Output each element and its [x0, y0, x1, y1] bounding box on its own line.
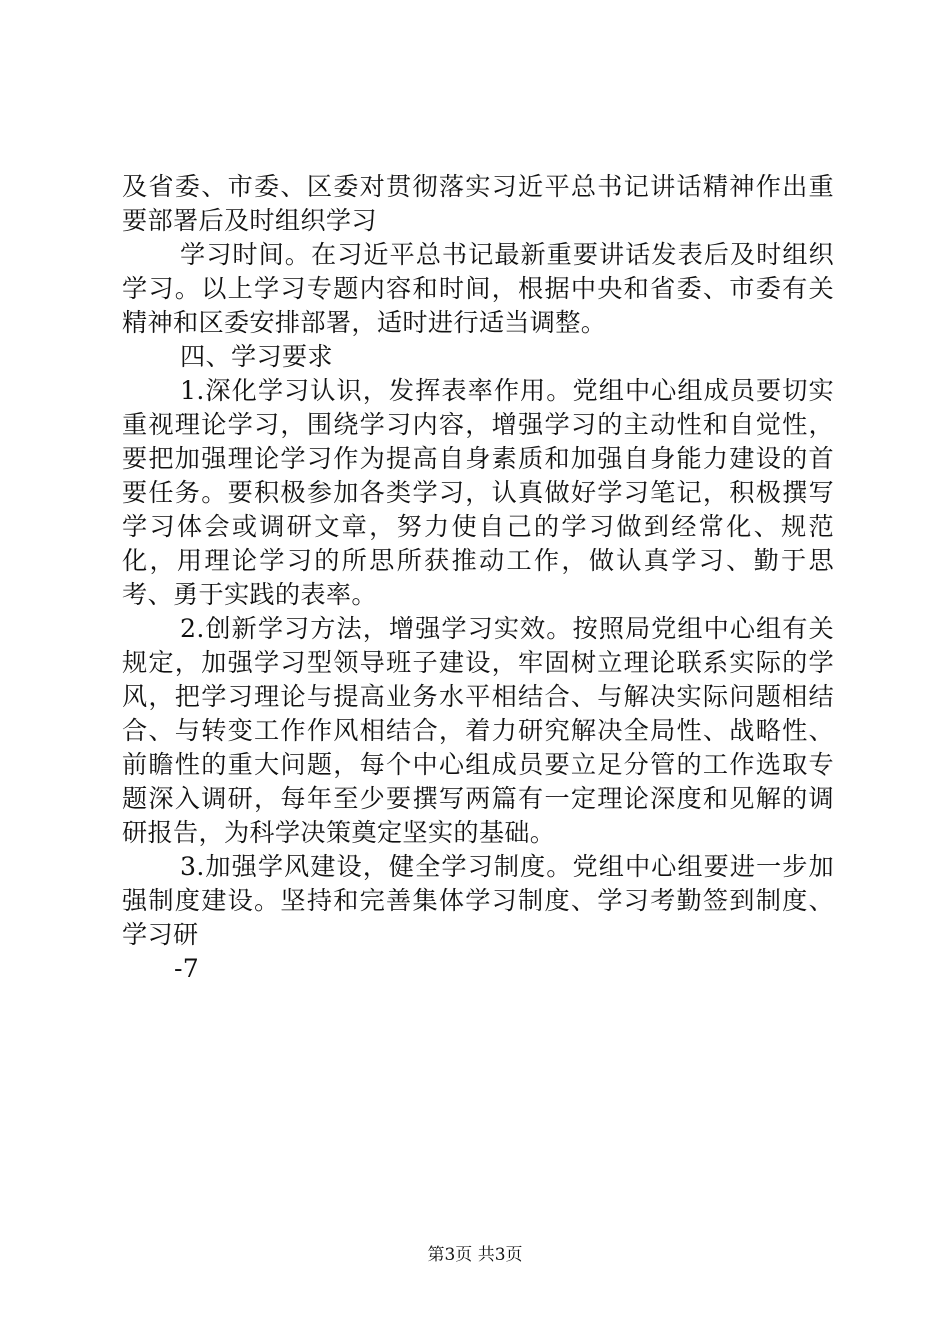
inline-page-mark: -7: [174, 954, 200, 983]
paragraph-requirement-1: 1.深化学习认识，发挥表率作用。党组中心组成员要切实重视理论学习，围绕学习内容，增强学习的主动性和自觉性，要把加强理论学习作为提高自身素质和加强自身能力建设的首要任务。要积极参加各类学习，认真做好学习笔记，积极撰写学习体会或调研文章，努力使自己的学习做到经常化、规范化，用理论学习的所思所获推动工作，做认真学习、勤于思考、勇于实践的表率。: [122, 376, 834, 609]
page-footer: [0, 1243, 950, 1267]
paragraph-requirement-3: 3.加强学风建设，健全学习制度。党组中心组要进一步加强制度建设。坚持和完善集体学习制度、学习考勤签到制度、学习研: [122, 852, 834, 949]
paragraph-continuation: 及省委、市委、区委对贯彻落实习近平总书记讲话精神作出重要部署后及时组织学习: [122, 172, 834, 235]
document-body: [122, 170, 834, 986]
page-number-info: 第3页 共3页: [427, 1245, 523, 1265]
section-heading-requirements: 四、学习要求: [180, 342, 333, 371]
paragraph-requirement-2: 2.创新学习方法，增强学习实效。按照局党组中心组有关规定，加强学习型领导班子建设，牢固树立理论联系实际的学风，把学习理论与提高业务水平相结合、与解决实际问题相结合、与转变工作作风相结合，着力研究解决全局性、战略性、前瞻性的重大问题，每个中心组成员要立足分管的工作选取专题深入调研，每年至少要撰写两篇有一定理论深度和见解的调研报告，为科学决策奠定坚实的基础。: [122, 614, 834, 847]
paragraph-study-time: 学习时间。在习近平总书记最新重要讲话发表后及时组织学习。以上学习专题内容和时间，根据中央和省委、市委有关精神和区委安排部署，适时进行适当调整。: [122, 240, 834, 337]
